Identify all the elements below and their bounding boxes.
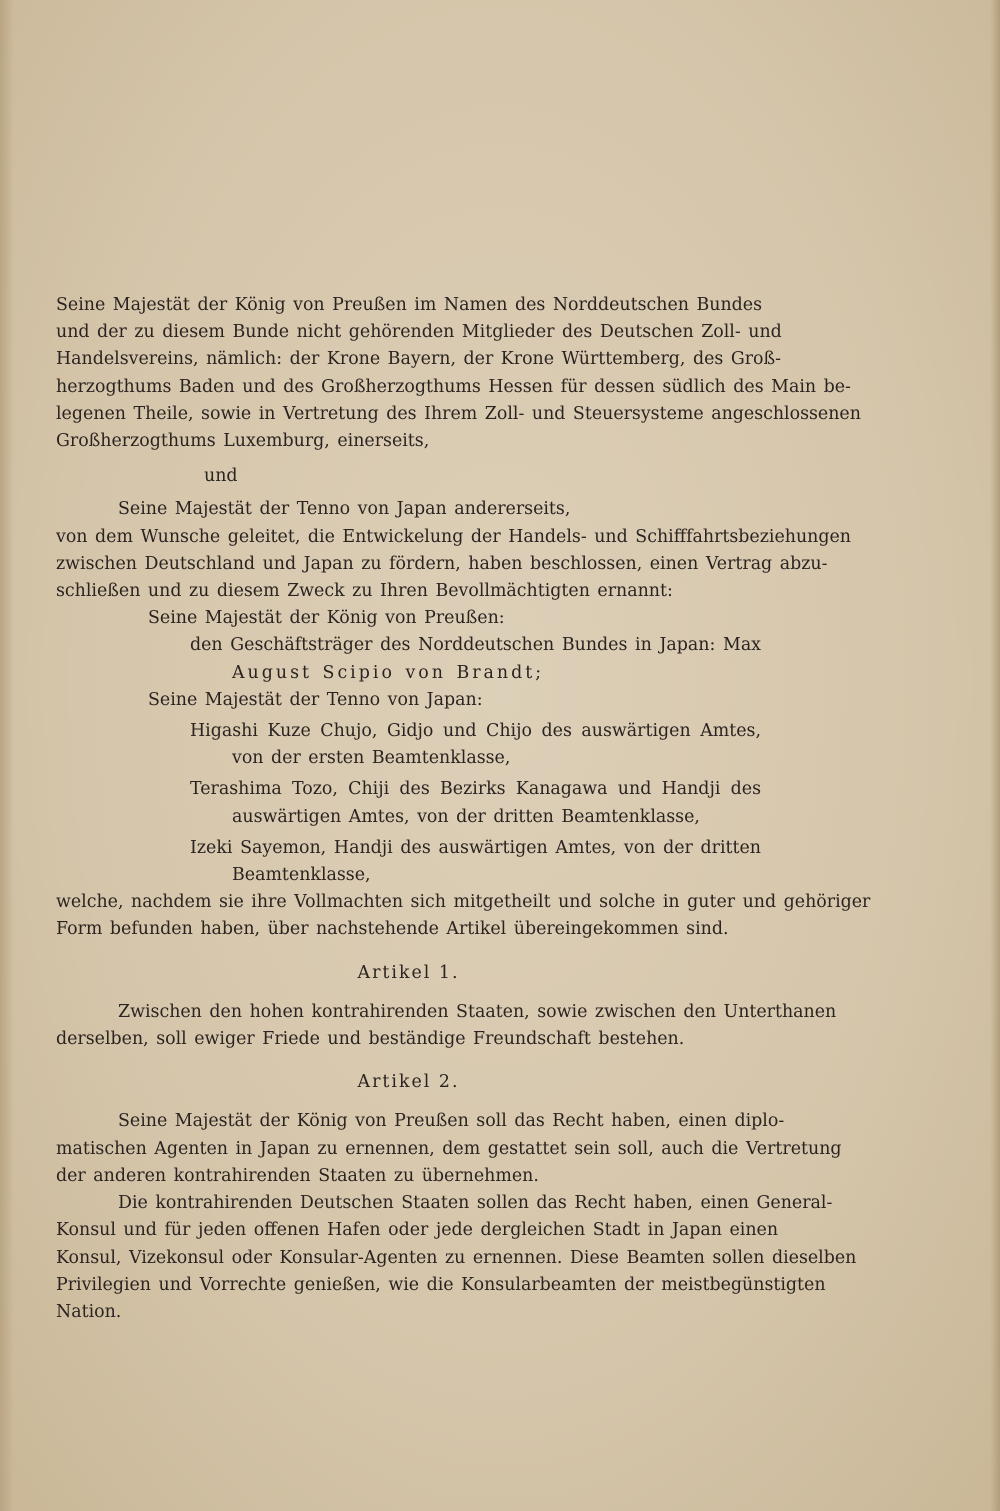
preamble-line: Handelsvereins, nämlich: der Krone Bayern, der Krone Württemberg, des Groß- <box>56 349 781 370</box>
tenno-plenipotentiary-line: von der ersten Beamtenklasse, <box>232 748 511 769</box>
article-heading: Artikel 2. <box>357 1072 460 1093</box>
conjunction-und: und <box>204 466 238 487</box>
tenno-plenipotentiary-line: Izeki Sayemon, Handji des auswärtigen Amtes, von der dritten <box>190 837 761 858</box>
article-line: Konsul und für jeden offenen Hafen oder jede dergleichen Stadt in Japan einen <box>56 1220 779 1241</box>
second-party-paragraph <box>56 496 761 523</box>
motive-line: schließen und zu diesem Zweck zu Ihren Bevollmächtigten ernannt: <box>56 581 673 602</box>
closing-line: Form befunden haben, über nachstehende Artikel übereingekommen sind. <box>56 919 729 940</box>
article-paragraph <box>56 1190 857 1326</box>
article-line: Seine Majestät der König von Preußen soll das Recht haben, einen diplo- <box>118 1111 785 1132</box>
article-line: matischen Agenten in Japan zu ernennen, dem gestattet sein soll, auch die Vertretung <box>56 1138 842 1159</box>
motive-paragraph <box>56 524 851 606</box>
tenno-plenipotentiary-line: Higashi Kuze Chujo, Gidjo und Chijo des auswärtigen Amtes, <box>190 721 761 742</box>
preamble-paragraph <box>56 292 861 455</box>
tenno-heading: Seine Majestät der Tenno von Japan: <box>148 689 483 710</box>
motive-line: von dem Wunsche geleitet, die Entwickelung der Handels- und Schifffahrtsbeziehungen <box>56 526 851 547</box>
motive-line: zwischen Deutschland und Japan zu fördern, haben beschlossen, einen Vertrag abzu- <box>56 553 828 574</box>
article-line: Die kontrahirenden Deutschen Staaten sollen das Recht haben, einen General- <box>118 1193 833 1214</box>
preamble-line: Großherzogthums Luxemburg, einerseits, <box>56 431 430 452</box>
preamble-line: legenen Theile, sowie in Vertretung des Ihrem Zoll- und Steuersysteme angeschlossenen <box>56 403 861 424</box>
page-edge-shadow-left <box>0 0 14 1511</box>
closing-line: welche, nachdem sie ihre Vollmachten sich mitgetheilt und solche in guter und gehöriger <box>56 892 871 913</box>
article-line: der anderen kontrahirenden Staaten zu übernehmen. <box>56 1165 539 1186</box>
article-paragraph <box>56 1108 842 1190</box>
tenno-plenipotentiary-line: Terashima Tozo, Chiji des Bezirks Kanagawa und Handji des <box>190 779 761 800</box>
article-line: Nation. <box>56 1301 122 1322</box>
preamble-line: Seine Majestät der König von Preußen im Namen des Norddeutschen Bundes <box>56 295 763 315</box>
king-plenipotentiary-line: August Scipio von Brandt; <box>232 662 545 683</box>
page-edge-shadow-right <box>990 0 1000 1511</box>
article-line: derselben, soll ewiger Friede und beständige Freundschaft bestehen. <box>56 1029 685 1050</box>
preamble-line: herzogthums Baden und des Großherzogthums Hessen für dessen südlich des Main be- <box>56 376 851 397</box>
tenno-plenipotentiary-line: auswärtigen Amtes, von der dritten Beamtenklasse, <box>232 806 700 827</box>
king-plenipotentiary-line: den Geschäftsträger des Norddeutschen Bundes in Japan: Max <box>190 635 761 656</box>
treaty-text <box>56 292 871 1326</box>
king-section <box>56 605 761 687</box>
article-heading: Artikel 1. <box>357 962 460 983</box>
preamble-line: und der zu diesem Bunde nicht gehörenden Mitglieder des Deutschen Zoll- und <box>56 322 782 343</box>
article-paragraph <box>56 999 837 1053</box>
article-line: Zwischen den hohen kontrahirenden Staaten, sowie zwischen den Unterthanen <box>118 1001 837 1022</box>
closing-paragraph <box>56 889 871 943</box>
king-heading: Seine Majestät der König von Preußen: <box>148 608 505 629</box>
article-line: Privilegien und Vorrechte genießen, wie die Konsularbeamten der meistbegünstigten <box>56 1274 826 1295</box>
article-line: Konsul, Vizekonsul oder Konsular-Agenten zu ernennen. Diese Beamten sollen dieselben <box>56 1247 857 1268</box>
tenno-plenipotentiary-line: Beamtenklasse, <box>232 865 371 886</box>
tenno-section <box>56 687 761 889</box>
second-party-line: Seine Majestät der Tenno von Japan andererseits, <box>118 499 571 520</box>
